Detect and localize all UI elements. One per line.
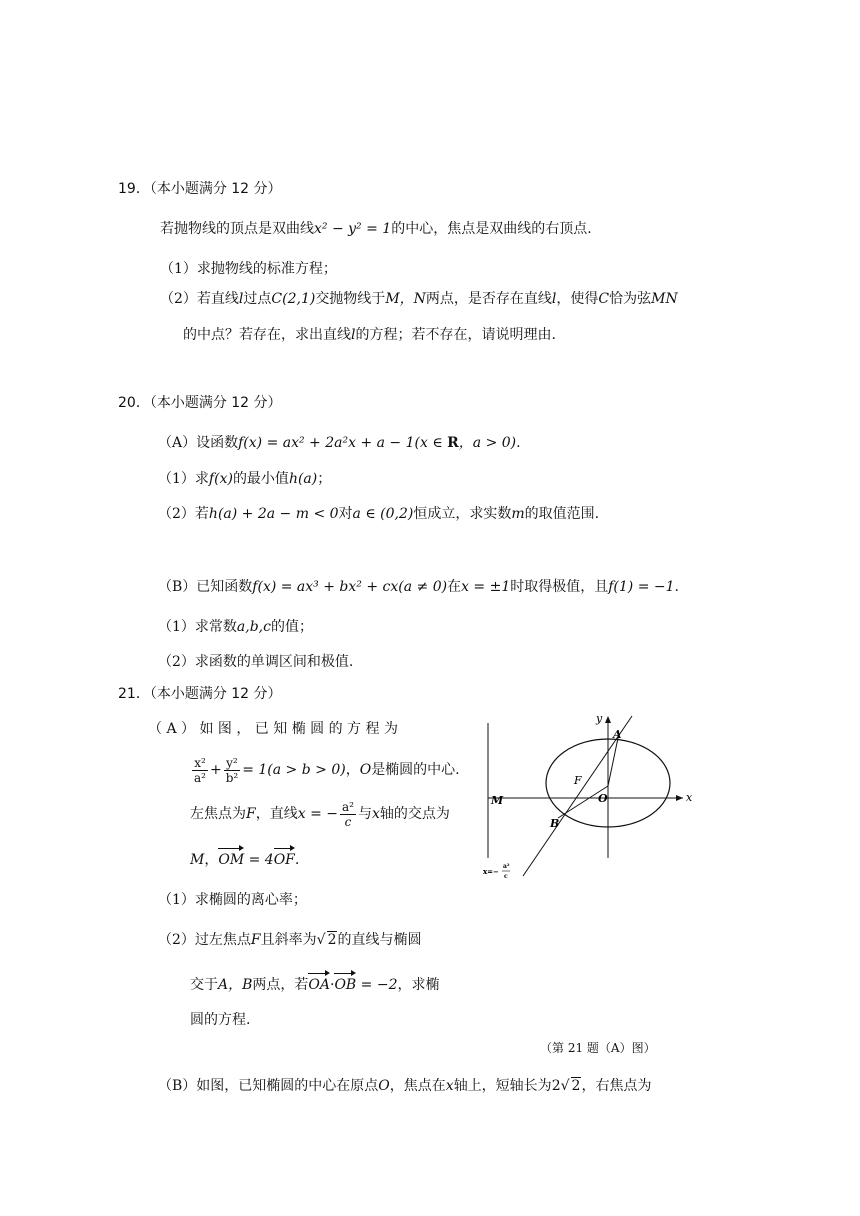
q19-intro: 若抛物线的顶点是双曲线x² − y² = 1的中心，焦点是双曲线的右顶点. xyxy=(160,221,592,237)
label-B: B xyxy=(550,817,560,830)
label-y: y xyxy=(596,712,603,725)
q20b-part2: （2）求函数的单调区间和极值. xyxy=(158,654,354,670)
q21a-line1: （ A ） 如 图 ， 已 知 椭 圆 的 方 程 为 xyxy=(148,721,398,737)
q19-heading: 19．（本小题满分 12 分） xyxy=(118,181,282,197)
frac-x2-a2: $\frac{\text{x²}}{\text{a²}}$ xyxy=(194,755,206,785)
label-directrix: x=− xyxy=(483,867,499,876)
figure-caption: （第 21 题（A）图） xyxy=(540,1041,656,1055)
q20a-stem: （A）设函数f(x) = ax² + 2a²x + a − 1(x ∈ R，a > 0). xyxy=(158,435,521,451)
q21a-part2-line2: 交于A，B两点，若OA·OB = −2，求椭 xyxy=(190,977,440,993)
q21-heading: 21．（本小题满分 12 分） xyxy=(118,686,282,702)
q21b-stem: （B）如图，已知椭圆的中心在原点O，焦点在x轴上，短轴长为2√ 2，右焦点为 xyxy=(158,1078,652,1094)
label-F: F xyxy=(574,774,582,787)
label-A: A xyxy=(613,728,622,741)
segment-OA xyxy=(608,738,618,786)
q20a-part1: （1）求f(x)的最小值h(a)； xyxy=(158,471,332,487)
x-axis-arrow xyxy=(676,795,683,801)
ellipse-figure xyxy=(478,708,708,888)
q20b-part1: （1）求常数a,b,c的值； xyxy=(158,619,313,635)
y-axis-arrow xyxy=(605,716,611,723)
q20a-part2: （2）若h(a) + 2a − m < 0对a ∈ (0,2)恒成立，求实数m的取值范围. xyxy=(158,506,600,522)
label-directrix-den: c xyxy=(504,873,508,880)
frac-a2-c: $\frac{\text{a²}}{c}$ xyxy=(341,799,354,829)
label-O: O xyxy=(598,792,608,805)
q21a-line3: 左焦点为F，直线x = − $\frac{\text{a²}}{c}$ 与x轴的交点为 xyxy=(190,799,450,829)
frac-y2-b2: $\frac{\text{y²}}{\text{b²}}$ xyxy=(225,755,239,785)
q20-heading: 20．（本小题满分 12 分） xyxy=(118,395,282,411)
q21a-line4: M，OM = 4OF. xyxy=(190,852,300,868)
label-x: x xyxy=(686,791,693,804)
q21a-part2-line3: 圆的方程. xyxy=(190,1012,251,1028)
label-M: M xyxy=(491,794,504,807)
q21a-part2: （2）过左焦点F且斜率为√ 2的直线与椭圆 xyxy=(158,932,422,948)
q21a-ellipse-eq: $\frac{\text{x²}}{\text{a²}}$ + $\frac{\text{y²}}{\text{b²}}$ = 1(a > b > 0)，O是椭圆的中心. xyxy=(194,755,460,785)
q20b-stem: （B）已知函数f(x) = ax³ + bx² + cx(a ≠ 0)在x = ±1时取得极值，且f(1) = −1. xyxy=(158,579,679,595)
q19-part1: （1）求抛物线的标准方程； xyxy=(160,261,337,277)
label-directrix-num: a² xyxy=(503,863,510,870)
q19-part2-cont: 的中点？若存在，求出直线l的方程；若不存在，请说明理由. xyxy=(183,327,556,343)
q21a-part1: （1）求椭圆的离心率； xyxy=(158,892,307,908)
q19-part2: （2）若直线l过点C(2,1)交抛物线于M，N两点，是否存在直线l，使得C恰为弦MN xyxy=(160,291,678,307)
